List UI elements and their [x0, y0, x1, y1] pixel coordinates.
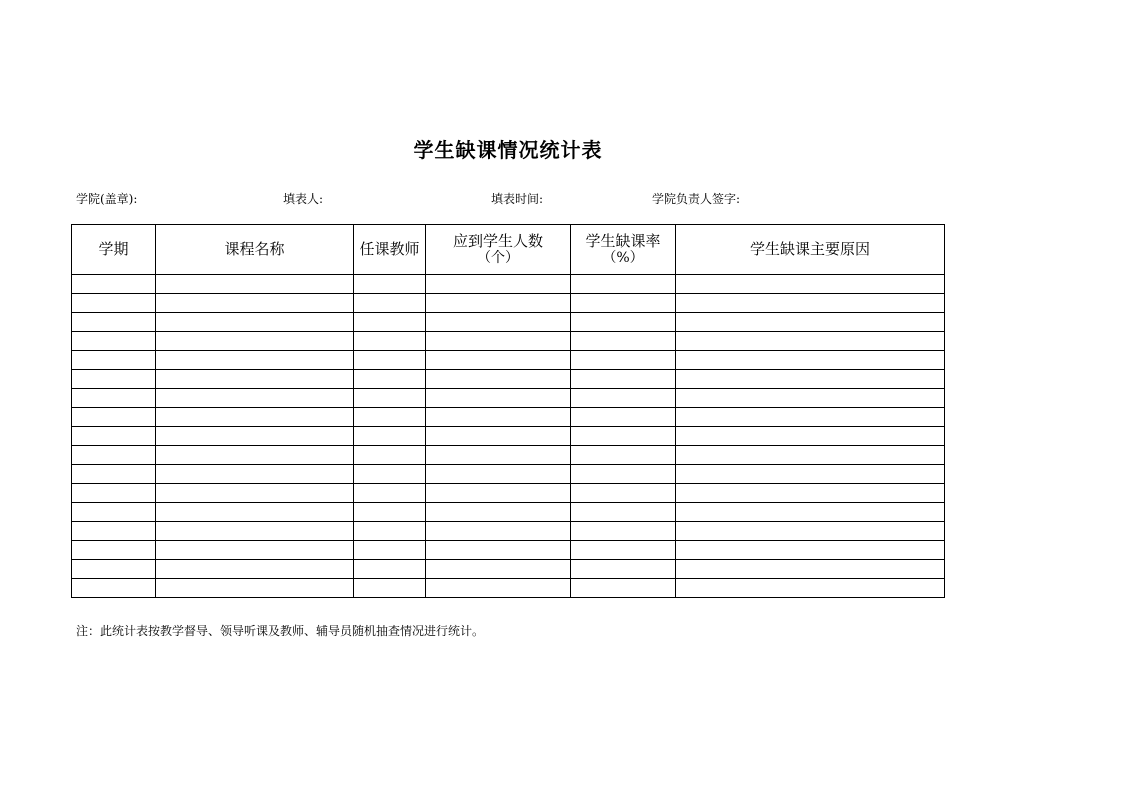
table-cell[interactable] — [676, 579, 945, 598]
table-cell[interactable] — [676, 351, 945, 370]
table-cell[interactable] — [354, 446, 426, 465]
table-cell[interactable] — [426, 370, 571, 389]
table-row — [72, 313, 945, 332]
table-cell[interactable] — [156, 370, 354, 389]
table-cell[interactable] — [156, 465, 354, 484]
table-row — [72, 351, 945, 370]
table-cell[interactable] — [72, 446, 156, 465]
table-header-row — [72, 225, 945, 275]
table-cell[interactable] — [676, 541, 945, 560]
table-cell[interactable] — [354, 541, 426, 560]
table-cell[interactable] — [676, 484, 945, 503]
table-cell[interactable] — [156, 522, 354, 541]
table-cell[interactable] — [354, 560, 426, 579]
table-cell[interactable] — [426, 351, 571, 370]
document-title: 学生缺课情况统计表 — [413, 138, 603, 162]
table-cell[interactable] — [571, 408, 676, 427]
table-cell[interactable] — [72, 351, 156, 370]
table-cell[interactable] — [676, 427, 945, 446]
table-row — [72, 560, 945, 579]
table-cell[interactable] — [72, 294, 156, 313]
table-cell[interactable] — [72, 579, 156, 598]
table-cell[interactable] — [676, 522, 945, 541]
table-cell[interactable] — [571, 275, 676, 294]
header-teacher: 任课教师 — [354, 225, 426, 275]
table-row — [72, 370, 945, 389]
table-cell[interactable] — [156, 503, 354, 522]
table-cell[interactable] — [156, 484, 354, 503]
table-cell[interactable] — [72, 560, 156, 579]
table-cell[interactable] — [676, 446, 945, 465]
table-cell[interactable] — [571, 560, 676, 579]
table-cell[interactable] — [354, 522, 426, 541]
table-row — [72, 332, 945, 351]
header-absence-reason: 学生缺课主要原因 — [676, 225, 945, 275]
table-cell[interactable] — [72, 332, 156, 351]
table-cell[interactable] — [156, 313, 354, 332]
table-body — [72, 275, 945, 598]
table-cell[interactable] — [72, 522, 156, 541]
table-cell[interactable] — [72, 370, 156, 389]
table-cell[interactable] — [354, 275, 426, 294]
header-absence-rate: 学生缺课率 （%） — [571, 225, 676, 275]
table-cell[interactable] — [426, 484, 571, 503]
meta-filler: 填表人: — [283, 192, 324, 206]
table-cell[interactable] — [72, 541, 156, 560]
table-cell[interactable] — [426, 275, 571, 294]
table-cell[interactable] — [676, 560, 945, 579]
table-row — [72, 465, 945, 484]
table-cell[interactable] — [156, 408, 354, 427]
table-row — [72, 503, 945, 522]
header-semester: 学期 — [72, 225, 156, 275]
table-cell[interactable] — [571, 522, 676, 541]
table-row — [72, 294, 945, 313]
table-cell[interactable] — [72, 503, 156, 522]
table-cell[interactable] — [156, 541, 354, 560]
table-cell[interactable] — [426, 522, 571, 541]
table-cell[interactable] — [72, 389, 156, 408]
table-row — [72, 541, 945, 560]
table-row — [72, 484, 945, 503]
table-cell[interactable] — [676, 313, 945, 332]
table-cell[interactable] — [571, 465, 676, 484]
table-cell[interactable] — [426, 427, 571, 446]
table-cell[interactable] — [156, 351, 354, 370]
table-cell[interactable] — [676, 389, 945, 408]
table-cell[interactable] — [156, 332, 354, 351]
header-course-name: 课程名称 — [156, 225, 354, 275]
table-cell[interactable] — [354, 389, 426, 408]
table-row — [72, 446, 945, 465]
table-cell[interactable] — [676, 332, 945, 351]
meta-fill-time: 填表时间: — [491, 192, 544, 206]
table-row — [72, 275, 945, 294]
table-cell[interactable] — [72, 275, 156, 294]
table-cell[interactable] — [426, 541, 571, 560]
table-cell[interactable] — [676, 370, 945, 389]
table-cell[interactable] — [571, 389, 676, 408]
table-cell[interactable] — [426, 465, 571, 484]
header-expected-students: 应到学生人数 （个） — [426, 225, 571, 275]
table-cell[interactable] — [426, 332, 571, 351]
table-row — [72, 579, 945, 598]
absence-stats-table — [71, 224, 945, 598]
table-cell[interactable] — [571, 541, 676, 560]
table-cell[interactable] — [571, 332, 676, 351]
table-cell[interactable] — [426, 560, 571, 579]
table-row — [72, 408, 945, 427]
table-cell[interactable] — [426, 579, 571, 598]
table-cell[interactable] — [354, 294, 426, 313]
table-cell[interactable] — [72, 408, 156, 427]
table-cell[interactable] — [676, 465, 945, 484]
table-row — [72, 522, 945, 541]
footnote: 注：此统计表按教学督导、领导听课及教师、辅导员随机抽查情况进行统计。 — [76, 624, 485, 638]
table-cell[interactable] — [426, 313, 571, 332]
table-cell[interactable] — [571, 351, 676, 370]
table-cell[interactable] — [72, 427, 156, 446]
table-cell[interactable] — [72, 313, 156, 332]
table-cell[interactable] — [571, 579, 676, 598]
table-cell[interactable] — [571, 427, 676, 446]
table-cell[interactable] — [571, 370, 676, 389]
table-cell[interactable] — [426, 294, 571, 313]
table-cell[interactable] — [571, 446, 676, 465]
table-row — [72, 389, 945, 408]
table-cell[interactable] — [156, 275, 354, 294]
table-cell[interactable] — [354, 370, 426, 389]
table-cell[interactable] — [354, 503, 426, 522]
table-row — [72, 427, 945, 446]
table-cell[interactable] — [676, 294, 945, 313]
table-cell[interactable] — [72, 465, 156, 484]
table-cell[interactable] — [354, 351, 426, 370]
table-cell[interactable] — [571, 484, 676, 503]
table-cell[interactable] — [571, 313, 676, 332]
table-cell[interactable] — [571, 503, 676, 522]
table-cell[interactable] — [354, 313, 426, 332]
table-cell[interactable] — [354, 332, 426, 351]
table-cell[interactable] — [676, 503, 945, 522]
table-cell[interactable] — [571, 294, 676, 313]
meta-leader-signature: 学院负责人签字: — [652, 192, 741, 206]
table-cell[interactable] — [426, 446, 571, 465]
table-cell[interactable] — [354, 465, 426, 484]
table-cell[interactable] — [156, 294, 354, 313]
table-cell[interactable] — [156, 579, 354, 598]
table-cell[interactable] — [354, 484, 426, 503]
table-cell[interactable] — [426, 389, 571, 408]
table-cell[interactable] — [156, 427, 354, 446]
table-cell[interactable] — [426, 503, 571, 522]
table-cell[interactable] — [426, 408, 571, 427]
table-cell[interactable] — [354, 408, 426, 427]
table-cell[interactable] — [156, 389, 354, 408]
table-cell[interactable] — [72, 484, 156, 503]
table-cell[interactable] — [354, 579, 426, 598]
table-cell[interactable] — [156, 560, 354, 579]
table-cell[interactable] — [676, 408, 945, 427]
table-cell[interactable] — [354, 427, 426, 446]
table-cell[interactable] — [156, 446, 354, 465]
meta-college-seal: 学院(盖章): — [76, 192, 138, 206]
table-cell[interactable] — [676, 275, 945, 294]
